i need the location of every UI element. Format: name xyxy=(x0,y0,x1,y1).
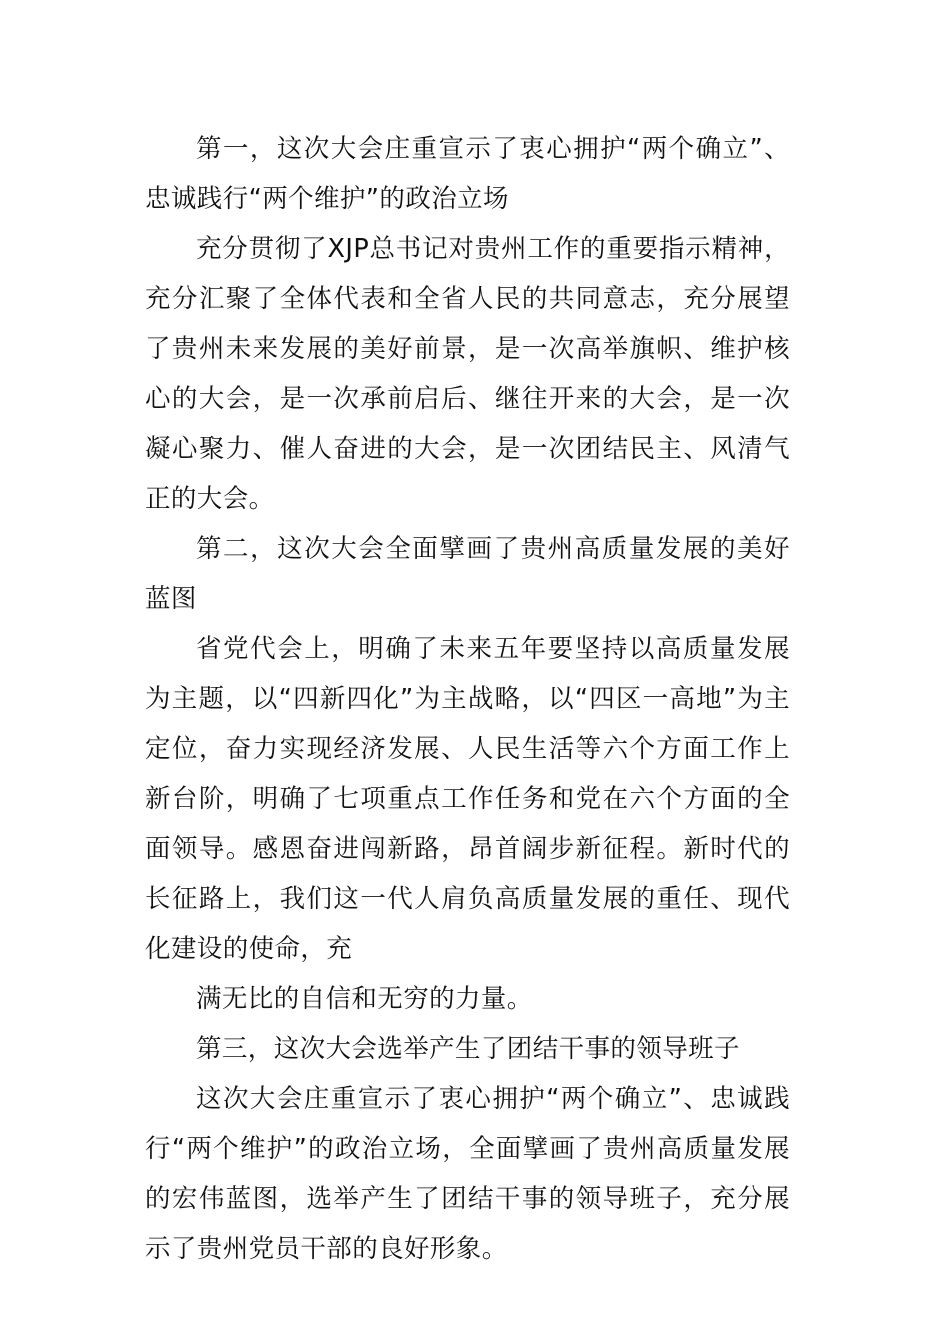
section-heading-1: 第一，这次大会庄重宣示了衷心拥护“两个确立”、忠诚践行“两个维护”的政治立场 xyxy=(145,134,790,214)
paragraph-3: 这次大会庄重宣示了衷心拥护“两个确立”、忠诚践行“两个维护”的政治立场，全面擘画了贵州高质量发展的宏伟蓝图，选举产生了团结干事的领导班子，充分展示了贵州党员干部的良好形象。 xyxy=(145,1084,790,1264)
paragraph-2-continued: 满无比的自信和无穷的力量。 xyxy=(196,984,533,1014)
paragraph-2: 省党代会上，明确了未来五年要坚持以高质量发展为主题，以“四新四化”为主战略，以“四区一高地”为主定位，奋力实现经济发展、人民生活等六个方面工作上新台阶，明确了七项重点工作任务和党在六个方面的全面领导。感恩奋进闯新路，昂首阔步新征程。新时代的长征路上，我们这一代人肩负高质量发展的重任、现代化建设的使命，充 xyxy=(145,634,790,964)
section-heading-2: 第二，这次大会全面擘画了贵州高质量发展的美好蓝图 xyxy=(145,534,790,614)
section-heading-3: 第三，这次大会选举产生了团结干事的领导班子 xyxy=(196,1034,740,1064)
document-body xyxy=(145,124,790,1274)
paragraph-1: 充分贯彻了XJP总书记对贵州工作的重要指示精神，充分汇聚了全体代表和全省人民的共同意志，充分展望了贵州未来发展的美好前景，是一次高举旗帜、维护核心的大会，是一次承前启后、继往开来的大会，是一次凝心聚力、催人奋进的大会，是一次团结民主、风清气正的大会。 xyxy=(145,234,790,514)
